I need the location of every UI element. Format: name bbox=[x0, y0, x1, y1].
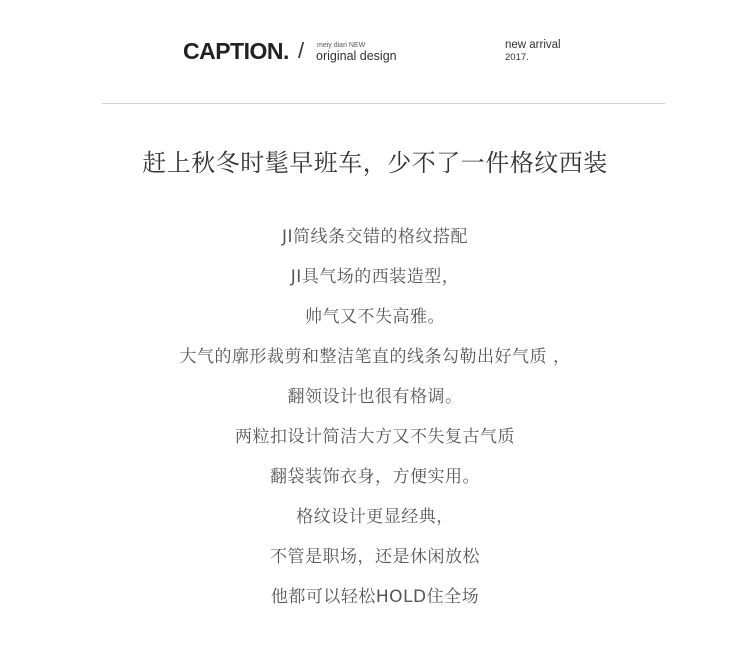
description-line: 他都可以轻松HOLD住全场 bbox=[270, 587, 480, 607]
description-list bbox=[0, 223, 750, 623]
description-line: JI具气场的西装造型， bbox=[290, 267, 460, 287]
year-label: 2017. bbox=[505, 52, 529, 63]
description-line: 不管是职场，还是休闲放松 bbox=[270, 547, 480, 567]
brand-tagline-small: meiy diari NEW bbox=[317, 42, 366, 49]
description-line: 帅气又不失高雅。 bbox=[305, 307, 445, 327]
description-line: 翻袋装饰衣身，方便实用。 bbox=[270, 467, 480, 487]
description-line: JI简线条交错的格纹搭配 bbox=[281, 227, 469, 247]
brand-tagline: original design bbox=[316, 49, 397, 63]
brand-separator: / bbox=[298, 38, 305, 63]
brand-logo-text: CAPTION. bbox=[183, 38, 289, 64]
description-line: 格纹设计更显经典， bbox=[296, 507, 454, 527]
description-line: 翻领设计也很有格调。 bbox=[287, 387, 463, 407]
headline: 赶上秋冬时髦早班车，少不了一件格纹西装 bbox=[142, 149, 608, 177]
new-arrival-label: new arrival bbox=[505, 39, 561, 51]
header bbox=[0, 0, 750, 104]
description-line: 两粒扣设计简洁大方又不失复古气质 bbox=[235, 427, 515, 447]
description-line: 大气的廓形裁剪和整洁笔直的线条勾勒出好气质 ， bbox=[179, 347, 571, 367]
header-divider bbox=[102, 103, 665, 104]
